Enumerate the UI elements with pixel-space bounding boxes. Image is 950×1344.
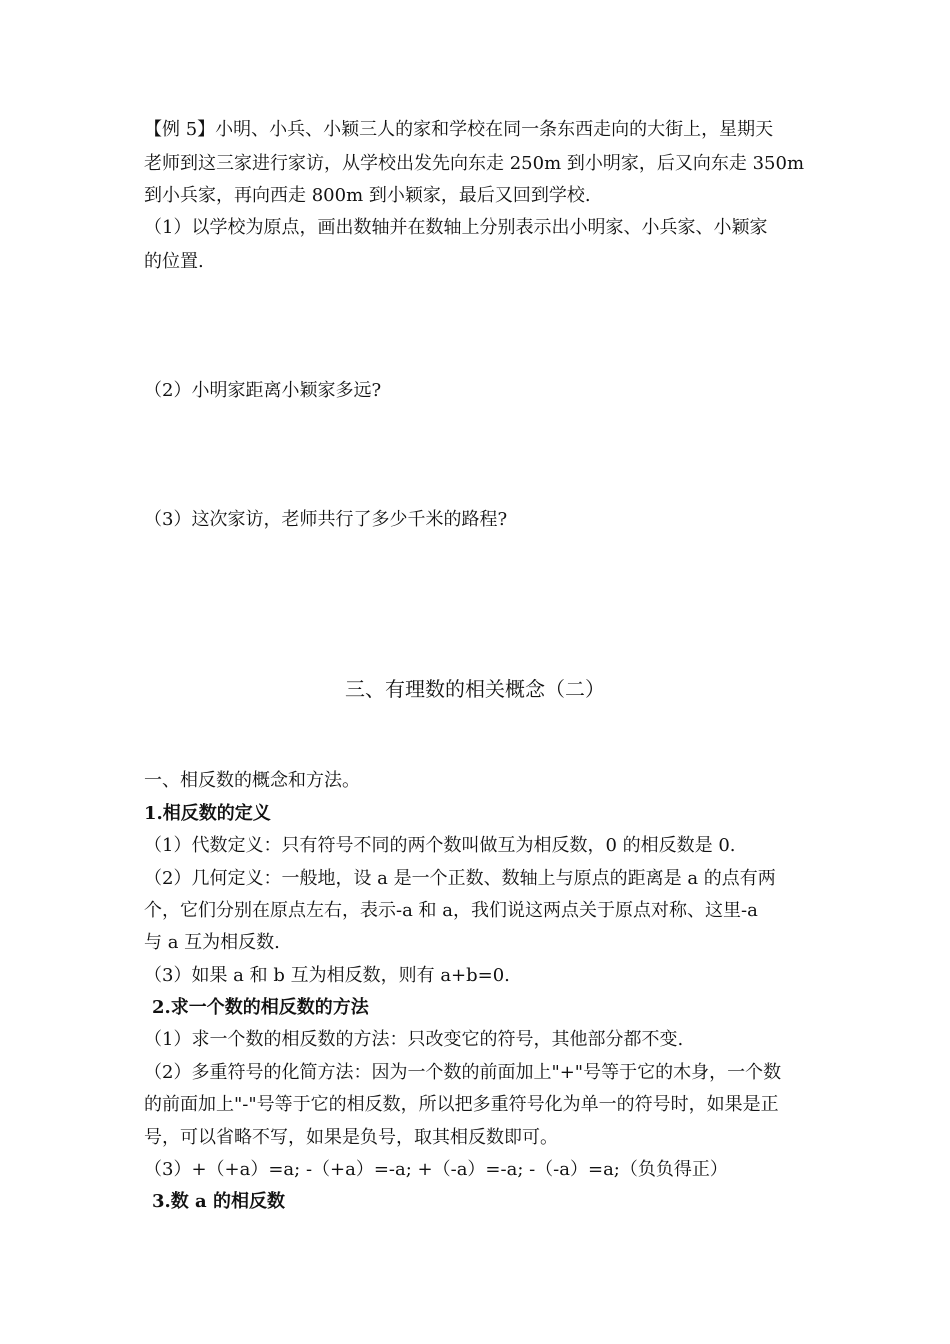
subheading-1: 1.相反数的定义 — [144, 803, 271, 824]
example-line-1: 【例 5】小明、小兵、小颖三人的家和学校在同一条东西走向的大街上，星期天 — [144, 119, 774, 140]
definition-3: （3）如果 a 和 b 互为相反数，则有 a+b=0. — [144, 965, 510, 986]
section-title: 三、有理数的相关概念（二） — [345, 677, 605, 701]
question-2: （2）小明家距离小颖家多远? — [144, 380, 382, 401]
definition-1: （1）代数定义：只有符号不同的两个数叫做互为相反数，0 的相反数是 0. — [144, 835, 736, 856]
method-1: （1）求一个数的相反数的方法：只改变它的符号，其他部分都不变. — [144, 1029, 684, 1050]
method-2-line-3: 号，可以省略不写，如果是负号，取其相反数即可。 — [144, 1127, 558, 1148]
subheading-2: 2.求一个数的相反数的方法 — [152, 997, 369, 1018]
example-line-3: 到小兵家，再向西走 800m 到小颖家，最后又回到学校. — [144, 185, 591, 206]
example-line-4: （1）以学校为原点，画出数轴并在数轴上分别表示出小明家、小兵家、小颖家 — [144, 217, 768, 238]
definition-2-line-2: 个，它们分别在原点左右，表示-a 和 a，我们说这两点关于原点对称、这里-a — [144, 900, 758, 921]
subheading-3: 3.数 a 的相反数 — [152, 1191, 285, 1212]
example-line-5: 的位置. — [144, 251, 204, 272]
question-3: （3）这次家访，老师共行了多少千米的路程? — [144, 509, 508, 530]
method-2-line-1: （2）多重符号的化简方法：因为一个数的前面加上"+"号等于它的木身，一个数 — [144, 1062, 782, 1083]
definition-2-line-1: （2）几何定义：一般地，设 a 是一个正数、数轴上与原点的距离是 a 的点有两 — [144, 868, 776, 889]
method-3: （3）+（+a）=a; -（+a）=-a; +（-a）=-a; -（-a）=a;（负负得正） — [144, 1159, 728, 1180]
definition-2-line-3: 与 a 互为相反数. — [144, 932, 280, 953]
part1-heading: 一、相反数的概念和方法。 — [144, 770, 360, 791]
method-2-line-2: 的前面加上"-"号等于它的相反数，所以把多重符号化为单一的符号时，如果是正 — [144, 1094, 779, 1115]
example-line-2: 老师到这三家进行家访，从学校出发先向东走 250m 到小明家，后又向东走 350m — [144, 153, 805, 174]
